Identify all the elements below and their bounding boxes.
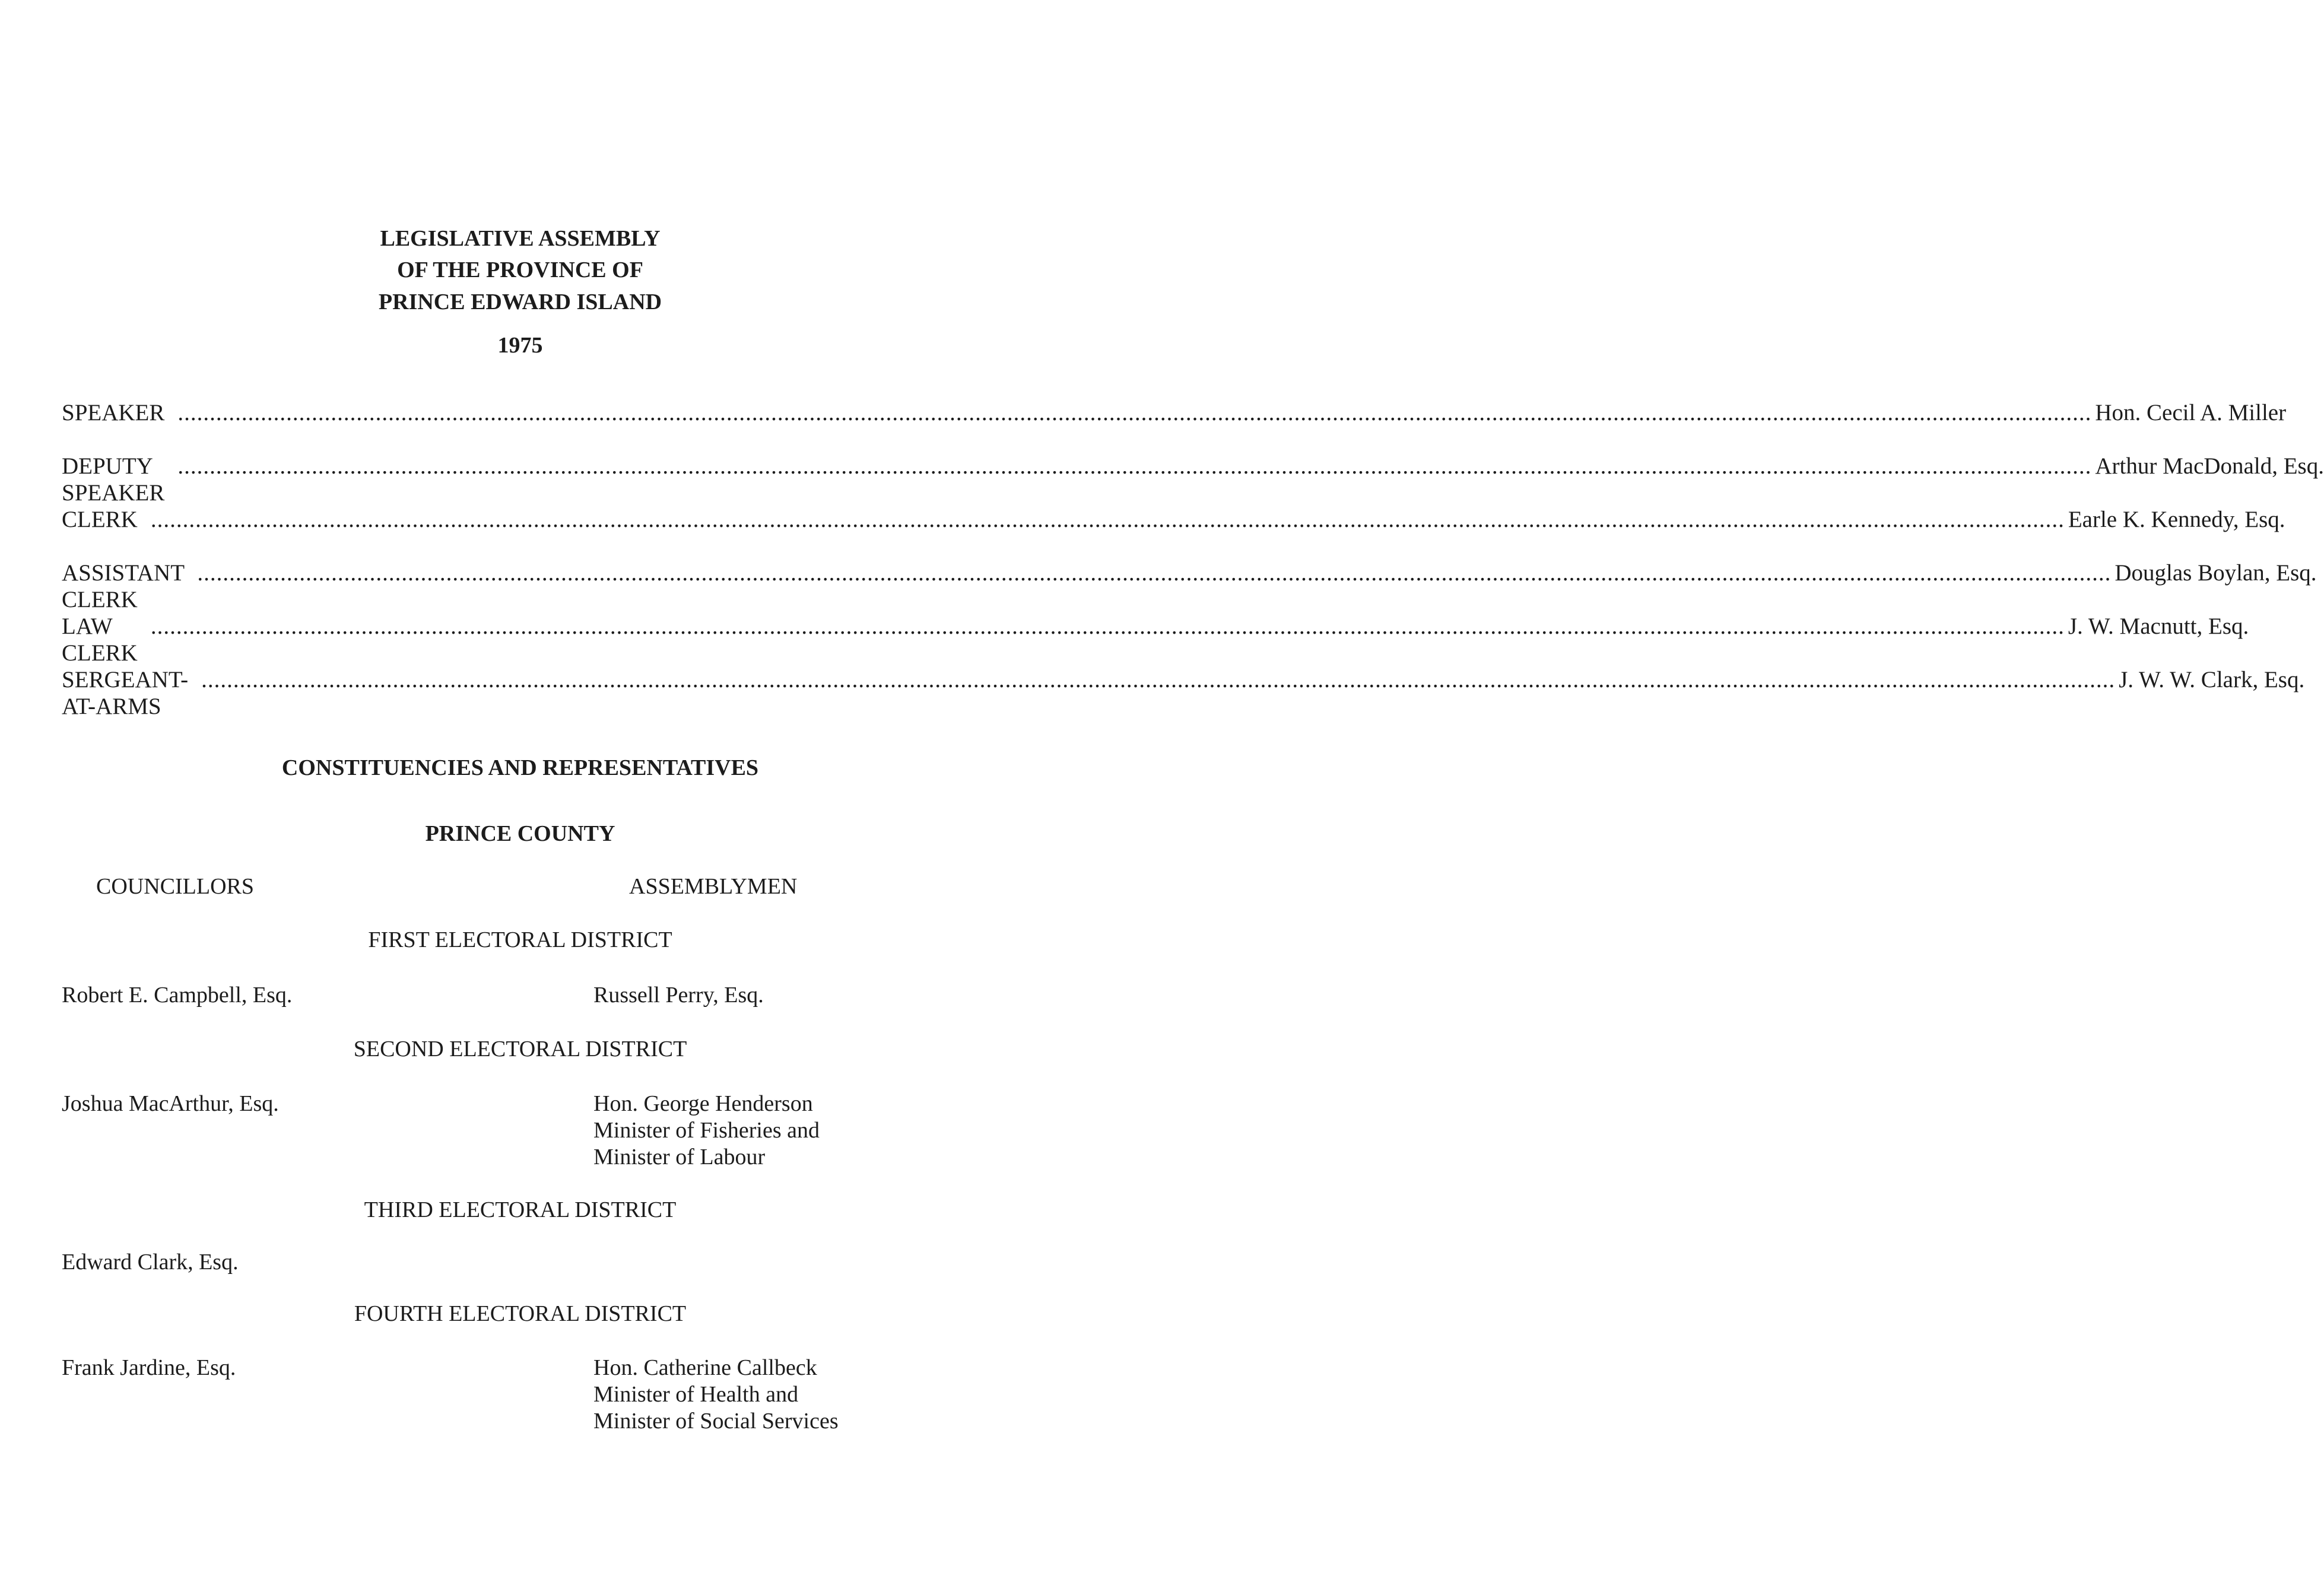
officer-title: SERGEANT-AT-ARMS: [62, 667, 189, 719]
dot-leader: ............................................................................................................................................................................................................................................................................................................: [150, 507, 2065, 532]
column-heading-assemblymen: ASSEMBLYMEN: [629, 874, 798, 899]
officer-name: Hon. Cecil A. Miller: [2095, 400, 2287, 425]
district-heading-second: SECOND ELECTORAL DISTRICT: [353, 1037, 687, 1062]
assemblyman-line: Minister of Fisheries and: [593, 1118, 820, 1143]
officer-name: Douglas Boylan, Esq.: [2115, 560, 2317, 586]
officer-name: J. W. Macnutt, Esq.: [2068, 614, 2249, 639]
assemblyman-line: Hon. George Henderson: [593, 1091, 813, 1116]
assemblyman-line: Minister of Labour: [593, 1145, 766, 1170]
district-heading-third: THIRD ELECTORAL DISTRICT: [364, 1197, 677, 1222]
county-title: PRINCE COUNTY: [425, 821, 615, 846]
title-line-1: LEGISLATIVE ASSEMBLY: [380, 226, 661, 251]
officer-name: Arthur MacDonald, Esq.: [2095, 453, 2324, 479]
year: 1975: [497, 333, 543, 358]
title-line-3: PRINCE EDWARD ISLAND: [378, 290, 662, 314]
assemblyman-line: Minister of Health and: [593, 1382, 799, 1407]
title-line-2: OF THE PROVINCE OF: [397, 258, 643, 282]
assemblyman-line: Hon. Catherine Callbeck: [593, 1355, 817, 1380]
officer-row-law-clerk: [62, 613, 2249, 666]
officer-name: Earle K. Kennedy, Esq.: [2068, 507, 2285, 532]
assemblyman-line: Minister of Social Services: [593, 1409, 839, 1434]
officer-row-assistant-clerk: [62, 560, 2317, 613]
councillor-name: Joshua MacArthur, Esq.: [62, 1091, 279, 1116]
councillor-name: Robert E. Campbell, Esq.: [62, 983, 293, 1008]
councillor-name: Frank Jardine, Esq.: [62, 1355, 236, 1380]
officer-title: SPEAKER: [62, 400, 165, 425]
district-heading-fourth: FOURTH ELECTORAL DISTRICT: [354, 1301, 687, 1326]
dot-leader: ............................................................................................................................................................................................................................................................................................................: [177, 400, 2092, 425]
assemblyman-entry: [593, 1355, 839, 1435]
dot-leader: ............................................................................................................................................................................................................................................................................................................: [177, 453, 2092, 479]
dot-leader: ............................................................................................................................................................................................................................................................................................................: [150, 614, 2065, 639]
officer-title: DEPUTY SPEAKER: [62, 453, 165, 506]
officer-row-sergeant-at-arms: [62, 666, 2305, 720]
section-title: CONSTITUENCIES AND REPRESENTATIVES: [281, 755, 759, 780]
officer-row-speaker: [62, 399, 2287, 426]
assemblyman-line: Russell Perry, Esq.: [593, 983, 764, 1008]
councillor-name: Edward Clark, Esq.: [62, 1250, 239, 1275]
officer-title: CLERK: [62, 507, 138, 532]
officer-name: J. W. W. Clark, Esq.: [2119, 667, 2305, 692]
officer-row-deputy-speaker: [62, 453, 2324, 506]
dot-leader: ............................................................................................................................................................................................................................................................................................................: [201, 667, 2116, 692]
district-heading-first: FIRST ELECTORAL DISTRICT: [368, 927, 672, 952]
officer-title: LAW CLERK: [62, 614, 138, 666]
assemblyman-entry: [593, 982, 764, 1009]
column-heading-councillors: COUNCILLORS: [96, 874, 255, 899]
assemblyman-entry: [593, 1091, 820, 1171]
officer-row-clerk: [62, 506, 2285, 533]
officer-title: ASSISTANT CLERK: [62, 560, 185, 612]
dot-leader: ............................................................................................................................................................................................................................................................................................................: [197, 560, 2112, 586]
